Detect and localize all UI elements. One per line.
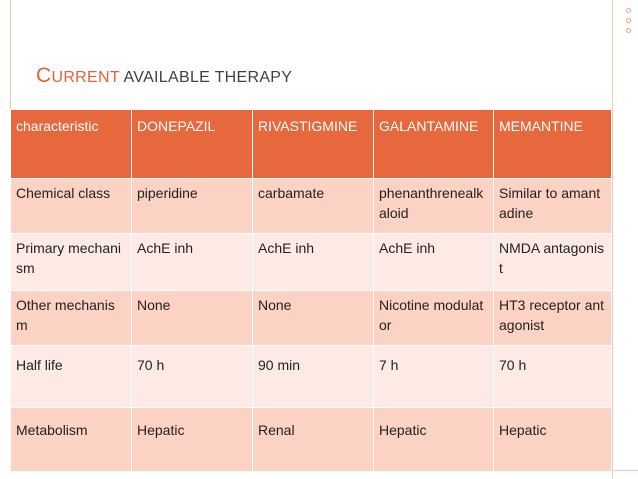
slide-title (36, 64, 292, 88)
table-cell: Hepatic (494, 408, 612, 472)
header-cell: characteristic (11, 110, 132, 179)
header-cell: GALANTAMINE (374, 110, 494, 179)
dot-icon (626, 18, 631, 23)
slide-frame-right (612, 0, 613, 479)
decorative-dots (626, 8, 632, 68)
table-cell: Renal (253, 408, 374, 472)
table-cell: Metabolism (11, 408, 132, 472)
table-cell: 70 h (494, 346, 612, 408)
table-cell: Other mechanism (11, 291, 132, 346)
header-row (11, 110, 612, 179)
table-cell: Similar to amantadine (494, 179, 612, 234)
table-cell: NMDA antagonist (494, 234, 612, 291)
table-cell: Hepatic (132, 408, 253, 472)
table-cell: Chemical class (11, 179, 132, 234)
slide-frame-left (10, 0, 11, 110)
table-cell: None (132, 291, 253, 346)
table-cell: Half life (11, 346, 132, 408)
table-cell: piperidine (132, 179, 253, 234)
dot-icon (626, 8, 631, 13)
table-row (11, 291, 612, 346)
table-cell: Hepatic (374, 408, 494, 472)
header-cell: MEMANTINE (494, 110, 612, 179)
dot-icon (626, 28, 631, 33)
table-cell: carbamate (253, 179, 374, 234)
table-cell: 70 h (132, 346, 253, 408)
header-cell: RIVASTIGMINE (253, 110, 374, 179)
table-row (11, 234, 612, 291)
table-row (11, 346, 612, 408)
table-row (11, 408, 612, 472)
table-cell: AchE inh (132, 234, 253, 291)
table-cell: HT3 receptor antagonist (494, 291, 612, 346)
table-row (11, 179, 612, 234)
table-cell: 7 h (374, 346, 494, 408)
table-cell: AchE inh (253, 234, 374, 291)
title-first-word: URRENT (51, 69, 120, 86)
table-cell: Nicotine modulator (374, 291, 494, 346)
therapy-table (10, 109, 612, 472)
header-cell: DONEPAZIL (132, 110, 253, 179)
table-cell: None (253, 291, 374, 346)
slide-frame-bottom (612, 470, 638, 471)
title-initial: C (36, 64, 52, 87)
title-rest: AVAILABLE THERAPY (119, 69, 293, 86)
table-cell: 90 min (253, 346, 374, 408)
table-cell: phenanthrenealkaloid (374, 179, 494, 234)
table-cell: AchE inh (374, 234, 494, 291)
table-cell: Primary mechanism (11, 234, 132, 291)
